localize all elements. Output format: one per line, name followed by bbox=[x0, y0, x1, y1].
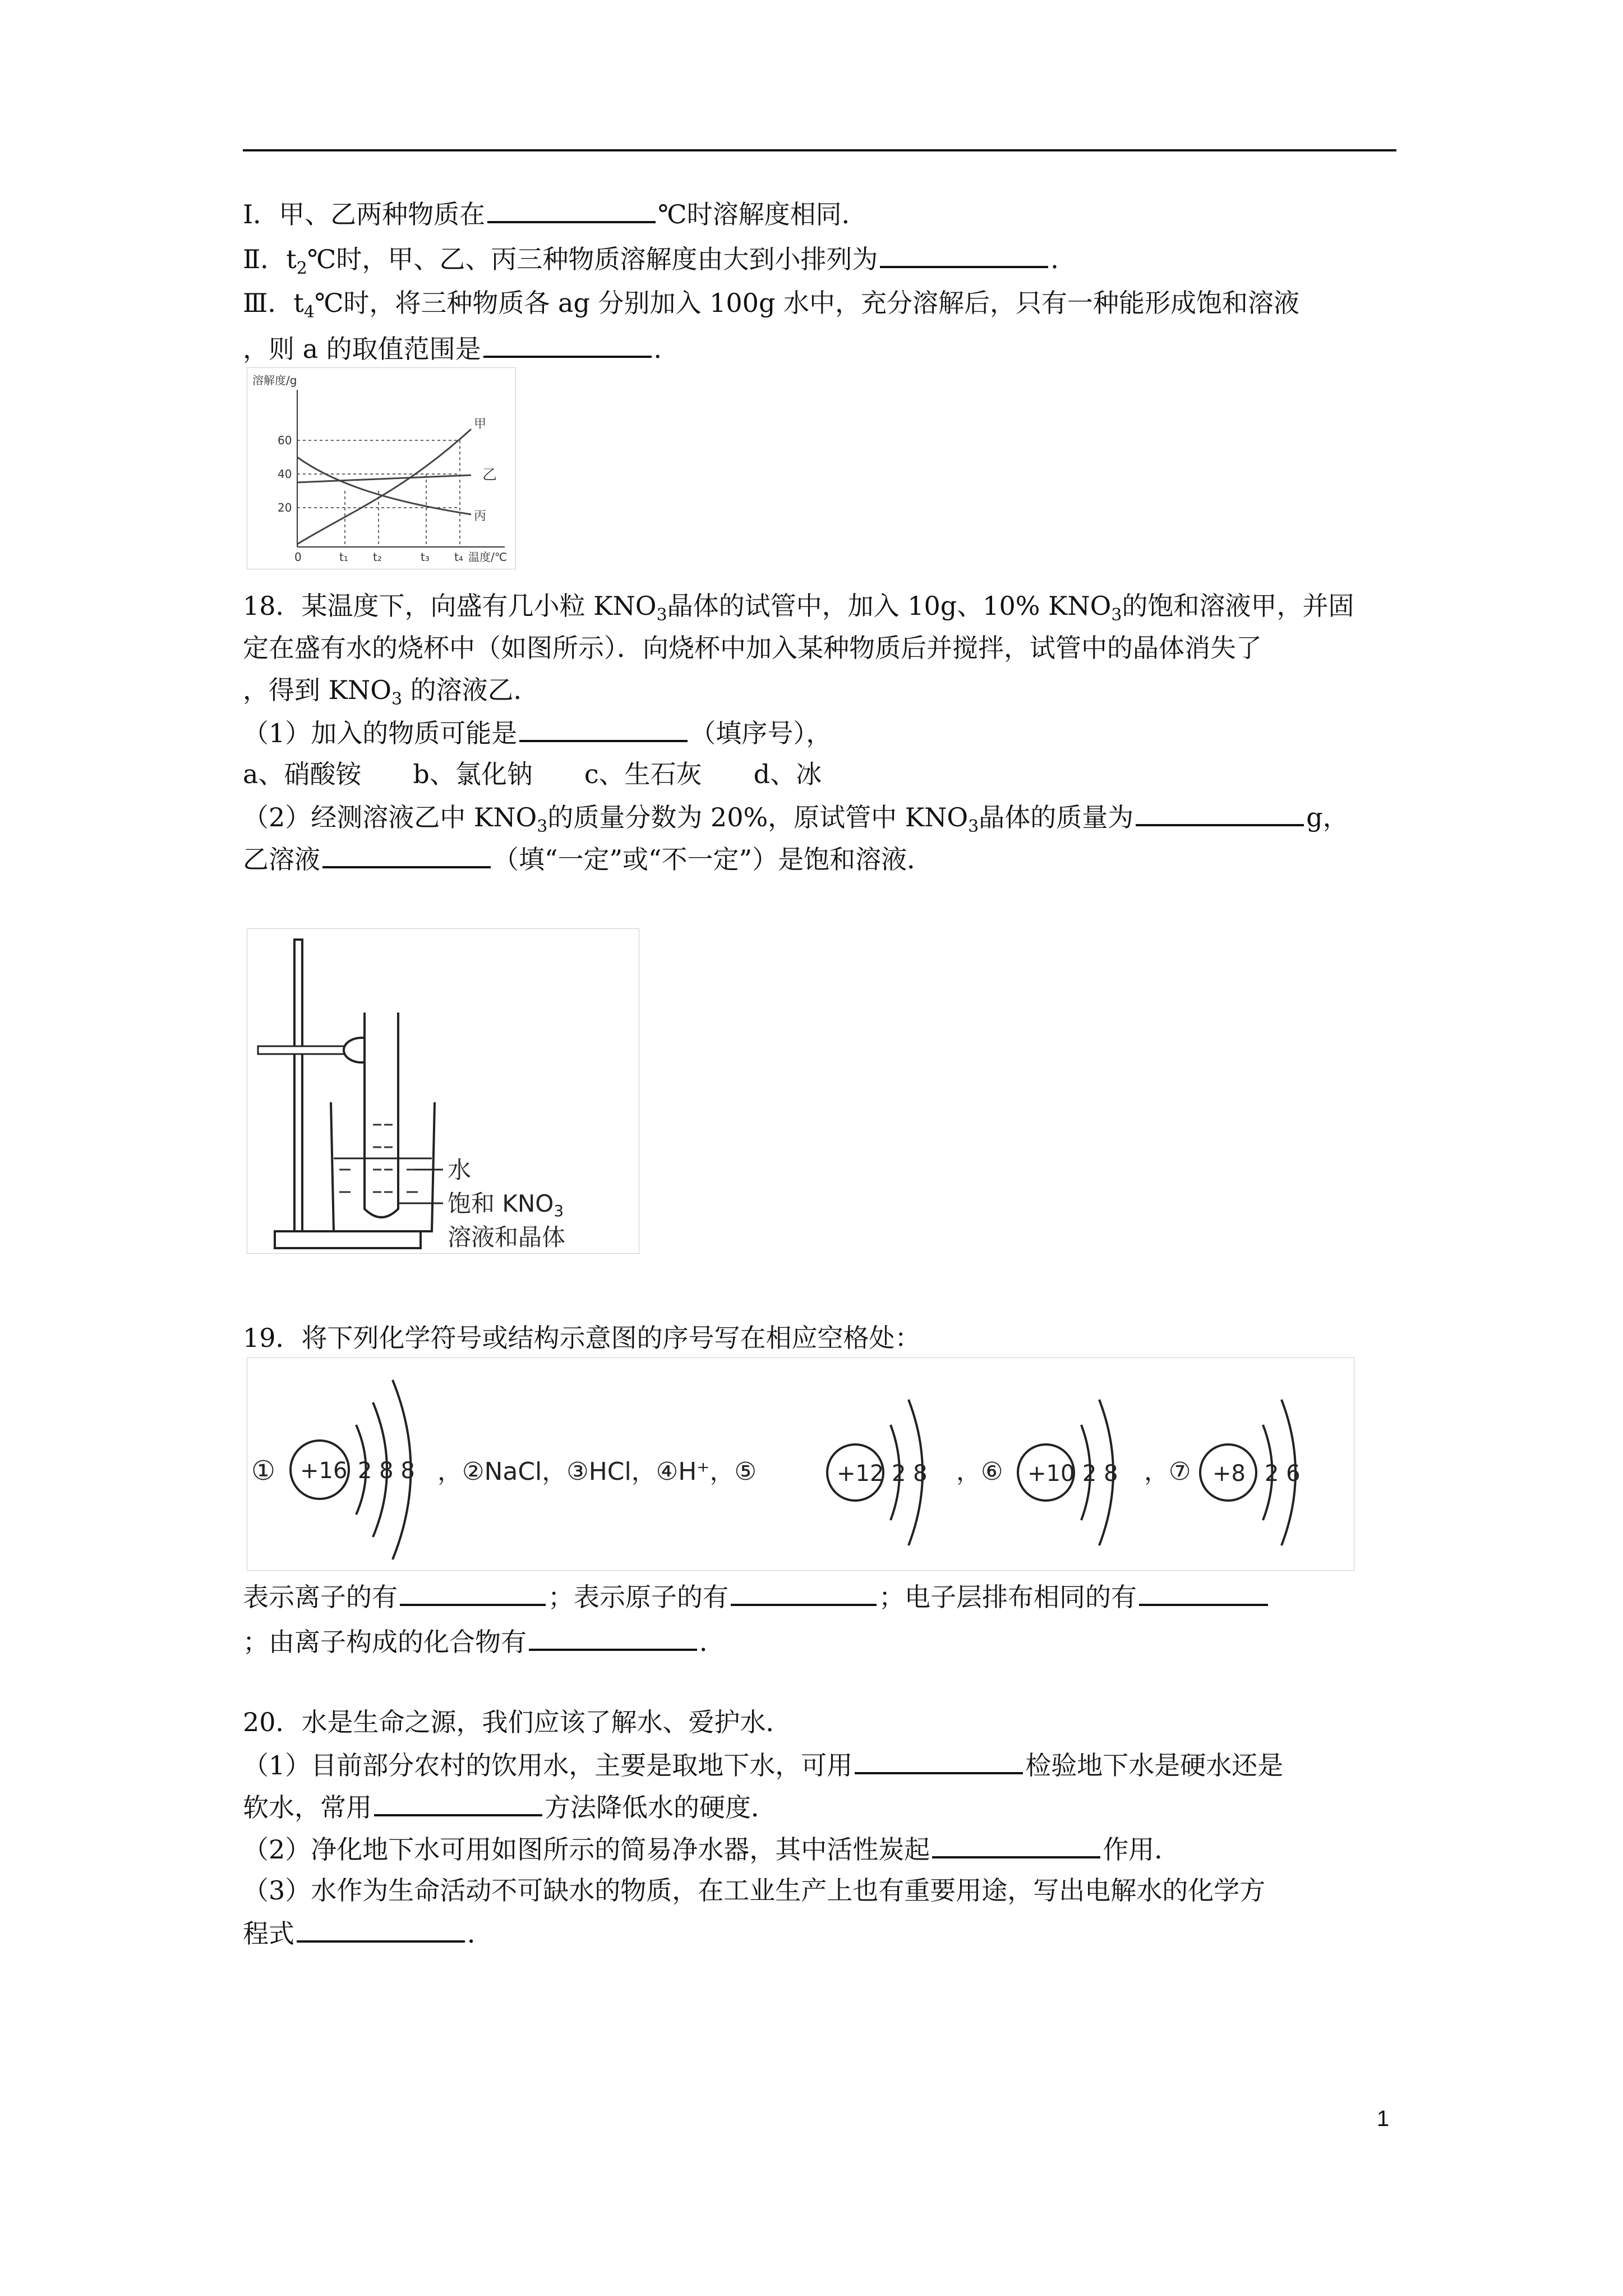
electrons-6: 2 8 bbox=[1082, 1461, 1118, 1487]
x-tick: t₄ bbox=[454, 550, 463, 564]
q17-line-2: Ⅱ．$t_2℃$时，甲、乙、丙三种物质溶解度由大到小排列为 ． bbox=[243, 241, 1076, 286]
answer-blank[interactable] bbox=[1139, 1579, 1268, 1606]
q18-line-6: （2）经测溶液乙中 $KNO_3$的质量分数为 20%，原试管中 $KNO_3$晶体的质量为 g， bbox=[243, 799, 1349, 844]
label-7: ，⑦ bbox=[1144, 1457, 1191, 1486]
answer-blank[interactable] bbox=[400, 1579, 546, 1606]
answer-blank[interactable] bbox=[529, 1624, 697, 1651]
answer-blank[interactable] bbox=[519, 715, 688, 742]
atom-structure-diagrams bbox=[247, 1358, 1354, 1571]
test-tube bbox=[365, 1013, 398, 1217]
solution-label: 饱和 KNO3 bbox=[448, 1190, 564, 1220]
water-label: 水 bbox=[448, 1156, 472, 1184]
test-tube-apparatus-figure bbox=[247, 928, 639, 1254]
answer-blank[interactable] bbox=[483, 331, 652, 358]
answer-blank[interactable] bbox=[932, 1832, 1100, 1858]
solubility-curve-figure bbox=[247, 367, 516, 569]
q18-line-7: 乙溶液 （填“一定”或“不一定”）是饱和溶液． bbox=[243, 841, 933, 876]
chart-ylabel: 溶解度/g bbox=[252, 374, 297, 387]
charge-5: +12 bbox=[837, 1461, 884, 1487]
label-1: ① bbox=[251, 1455, 276, 1487]
electrons-5: 2 8 bbox=[892, 1461, 928, 1487]
charge-6: +10 bbox=[1027, 1461, 1075, 1487]
q20-line-5: 程式 ． bbox=[243, 1916, 493, 1950]
answer-blank[interactable] bbox=[487, 196, 656, 223]
q18-line-2: 定在盛有水的烧杯中（如图所示）．向烧杯中加入某种物质后并搅拌，试管中的晶体消失了 bbox=[243, 633, 1262, 663]
q18-line-3: ，得到 $KNO_3$ 的溶液乙． bbox=[243, 675, 540, 710]
q20-line-1: （1）目前部分农村的饮用水，主要是取地下水，可用 检验地下水是硬水还是 bbox=[243, 1747, 1283, 1782]
y-tick: 40 bbox=[278, 467, 292, 481]
q18-line-1: 18．某温度下，向盛有几小粒 $KNO_3$晶体的试管中，加入 10g、10% $KNO_3$的饱和溶液甲，并固 bbox=[243, 591, 1354, 625]
q19-line-2: ；由离子构成的化合物有 ． bbox=[243, 1624, 725, 1659]
x-tick: t₁ bbox=[339, 550, 348, 564]
charge-1: +16 bbox=[300, 1458, 348, 1484]
q20-line-2: 软水，常用 方法降低水的硬度． bbox=[243, 1789, 777, 1824]
answer-blank[interactable] bbox=[1136, 799, 1304, 826]
answer-blank[interactable] bbox=[297, 1916, 465, 1943]
q20-title: 20．水是生命之源，我们应该了解水、爱护水． bbox=[243, 1707, 792, 1737]
q17-line-3: Ⅲ．$t_4℃$时，将三种物质各 ag 分别加入 100g 水中，充分溶解后，只有一种能形成饱和溶液 bbox=[243, 288, 1300, 323]
electrons-7: 2 6 bbox=[1265, 1461, 1301, 1487]
header-rule bbox=[243, 149, 1396, 151]
y-tick: 60 bbox=[278, 434, 292, 447]
answer-blank[interactable] bbox=[322, 841, 491, 868]
q19-line-1: 表示离子的有 ；表示原子的有 ；电子层排布相同的有 bbox=[243, 1579, 1270, 1614]
answer-blank[interactable] bbox=[731, 1579, 877, 1606]
q18-line-4: （1）加入的物质可能是 （填序号）， bbox=[243, 715, 832, 750]
q19-title: 19．将下列化学符号或结构示意图的序号写在相应空格处： bbox=[243, 1323, 921, 1353]
charge-7: +8 bbox=[1212, 1461, 1246, 1487]
stand-rod bbox=[294, 940, 302, 1231]
label-yi: 乙 bbox=[482, 467, 497, 484]
page-number: 1 bbox=[1377, 2106, 1390, 2131]
stand-base bbox=[275, 1231, 421, 1248]
crystal-label: 溶液和晶体 bbox=[448, 1223, 566, 1251]
x-tick: 0 bbox=[294, 550, 302, 564]
symbols-2-5: ，②NaCl，③HCl，④H⁺，⑤ bbox=[437, 1457, 757, 1486]
label-jia: 甲 bbox=[474, 417, 487, 431]
answer-blank[interactable] bbox=[880, 241, 1048, 268]
q20-line-4: （3）水作为生命活动不可缺水的物质，在工业生产上也有重要用途，写出电解水的化学方 bbox=[243, 1875, 1266, 1906]
electrons-1: 2 8 8 bbox=[358, 1458, 415, 1484]
x-tick: t₂ bbox=[373, 550, 382, 564]
q20-line-3: （2）净化地下水可用如图所示的简易净水器，其中活性炭起 作用． bbox=[243, 1832, 1180, 1866]
answer-blank[interactable] bbox=[855, 1747, 1023, 1774]
label-bing: 丙 bbox=[474, 509, 487, 523]
x-tick: t₃ bbox=[421, 550, 430, 564]
chart-xlabel: 温度/℃ bbox=[468, 550, 508, 564]
y-tick: 20 bbox=[278, 501, 292, 514]
q18-options: a、硝酸铵 b、氯化钠 c、生石灰 d、冰 bbox=[243, 759, 822, 789]
q17-line-4: ，则 a 的取值范围是 ． bbox=[243, 331, 680, 366]
q17-line-1: Ⅰ．甲、乙两种物质在 ℃时溶解度相同． bbox=[243, 196, 868, 231]
label-6: ，⑥ bbox=[956, 1457, 1003, 1486]
answer-blank[interactable] bbox=[374, 1789, 542, 1816]
